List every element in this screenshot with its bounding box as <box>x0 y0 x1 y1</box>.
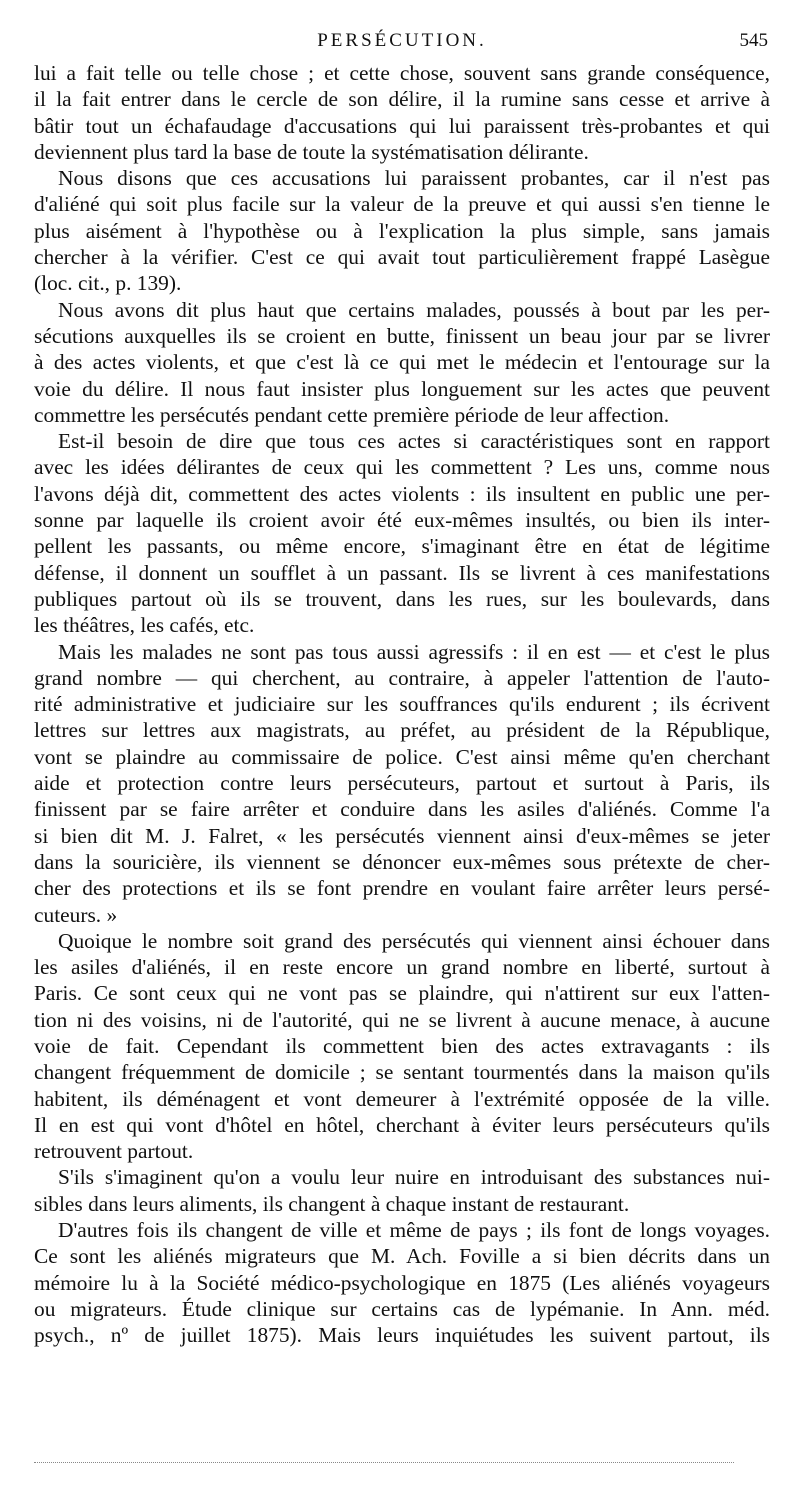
text-line: tion ni des voisins, ni de l'autorité, qui ne se livrent à aucune menace, à aucune <box>34 1007 770 1032</box>
text-line: Quoique le nombre soit grand des persécutés qui viennent ainsi échouer dans <box>58 928 770 953</box>
text-line: à des actes violents, et que c'est là ce qui met le médecin et l'entourage sur la <box>34 350 770 375</box>
text-line: si bien dit M. J. Falret, « les persécutés viennent ainsi d'eux-mêmes se jeter <box>34 823 770 848</box>
text-line: d'aliéné qui soit plus facile sur la valeur de la preuve et qui aussi s'en tienne le <box>34 192 770 217</box>
text-line: lettres sur lettres aux magistrats, au préfet, au président de la République, <box>34 718 770 743</box>
text-line: aide et protection contre leurs persécuteurs, partout et surtout à Paris, ils <box>34 771 770 796</box>
text-line: D'autres fois ils changent de ville et même de pays ; ils font de longs voyages. <box>58 1218 770 1243</box>
text-line: voie de fait. Cependant ils commettent bien des actes extravagants : ils <box>34 1033 770 1058</box>
page-header <box>34 28 770 58</box>
text-line: psych., nº de juillet 1875). Mais leurs inquiétudes les suivent partout, ils <box>34 1323 770 1348</box>
text-line: il la fait entrer dans le cercle de son délire, il la rumine sans cesse et arrive à <box>34 87 770 112</box>
text-line: pellent les passants, ou même encore, s'imaginant être en état de légitime <box>34 534 770 559</box>
text-line: rité administrative et judiciaire sur les souffrances qu'ils endurent ; ils écrivent <box>34 692 770 717</box>
text-line: ou migrateurs. Étude clinique sur certains cas de lypémanie. In Ann. méd. <box>34 1296 770 1321</box>
text-line: publiques partout où ils se trouvent, dans les rues, sur les boulevards, dans <box>34 586 770 611</box>
text-line: Ce sont les aliénés migrateurs que M. Ach. Foville a si bien décrits dans un <box>34 1244 770 1269</box>
text-line: Paris. Ce sont ceux qui ne vont pas se plaindre, qui n'attirent sur eux l'atten- <box>34 981 770 1006</box>
text-line: l'avons déjà dit, commettent des actes violents : ils insultent en public une per- <box>34 481 770 506</box>
running-title: PERSÉCUTION. <box>317 30 487 51</box>
text-line: dans la souricière, ils viennent se dénoncer eux-mêmes sous prétexte de cher- <box>34 849 770 874</box>
text-line: changent fréquemment de domicile ; se sentant tourmentés dans la maison qu'ils <box>34 1060 770 1085</box>
text-line: défense, il donnent un soufflet à un passant. Ils se livrent à ces manifestations <box>34 560 770 585</box>
text-line: retrouvent partout. <box>34 1139 194 1164</box>
text-line: habitent, ils déménagent et vont demeurer à l'extrémité opposée de la ville. <box>34 1086 770 1111</box>
text-line: (loc. cit., p. 139). <box>34 271 182 296</box>
text-line: voie du délire. Il nous faut insister plus longuement sur les actes que peuvent <box>34 376 770 401</box>
text-line: mémoire lu à la Société médico-psychologique en 1875 (Les aliénés voyageurs <box>34 1270 770 1295</box>
text-line: Il en est qui vont d'hôtel en hôtel, cherchant à éviter leurs persécuteurs qu'ils <box>34 1112 770 1137</box>
text-line: bâtir tout un échafaudage d'accusations qui lui paraissent très-probantes et qui <box>34 113 770 138</box>
text-line: deviennent plus tard la base de toute la systématisation délirante. <box>34 139 589 164</box>
text-line: Nous disons que ces accusations lui paraissent probantes, car il n'est pas <box>58 166 770 191</box>
text-line: Nous avons dit plus haut que certains malades, poussés à bout par les per- <box>58 297 770 322</box>
text-line: finissent par se faire arrêter et conduire dans les asiles d'aliénés. Comme l'a <box>34 797 770 822</box>
text-line: sonne par laquelle ils croient avoir été eux-mêmes insultés, ou bien ils inter- <box>34 508 770 533</box>
page-number: 545 <box>739 30 768 51</box>
text-line: lui a fait telle ou telle chose ; et cette chose, souvent sans grande conséquence, <box>34 61 770 85</box>
text-line: commettre les persécutés pendant cette première période de leur affection. <box>34 402 670 427</box>
text-line: cuteurs. » <box>34 902 118 927</box>
text-line: Mais les malades ne sont pas tous aussi agressifs : il en est — et c'est le plus <box>58 639 770 664</box>
text-line: sécutions auxquelles ils se croient en butte, finissent un beau jour par se livrer <box>34 323 770 348</box>
text-line: sibles dans leurs aliments, ils changent à chaque instant de restaurant. <box>34 1191 630 1216</box>
text-line: grand nombre — qui cherchent, au contraire, à appeler l'attention de l'auto- <box>34 665 770 690</box>
text-line: Est-il besoin de dire que tous ces actes si caractéristiques sont en rapport <box>58 429 770 454</box>
text-line: les théâtres, les cafés, etc. <box>34 613 255 638</box>
text-line: plus aisément à l'hypothèse ou à l'explication la plus simple, sans jamais <box>34 218 770 243</box>
text-line: cher des protections et ils se font prendre en voulant faire arrêter leurs persé- <box>34 876 770 901</box>
text-line: chercher à la vérifier. C'est ce qui avait tout particulièrement frappé Lasègue <box>34 245 770 270</box>
text-line: vont se plaindre au commissaire de police. C'est ainsi même qu'en cherchant <box>34 744 770 769</box>
text-line: avec les idées délirantes de ceux qui les commettent ? Les uns, comme nous <box>34 455 770 480</box>
body-text <box>34 60 770 1349</box>
footer-rule <box>34 1462 734 1463</box>
text-line: les asiles d'aliénés, il en reste encore un grand nombre en liberté, surtout à <box>34 955 770 980</box>
text-line: S'ils s'imaginent qu'on a voulu leur nuire en introduisant des substances nui- <box>58 1165 770 1190</box>
